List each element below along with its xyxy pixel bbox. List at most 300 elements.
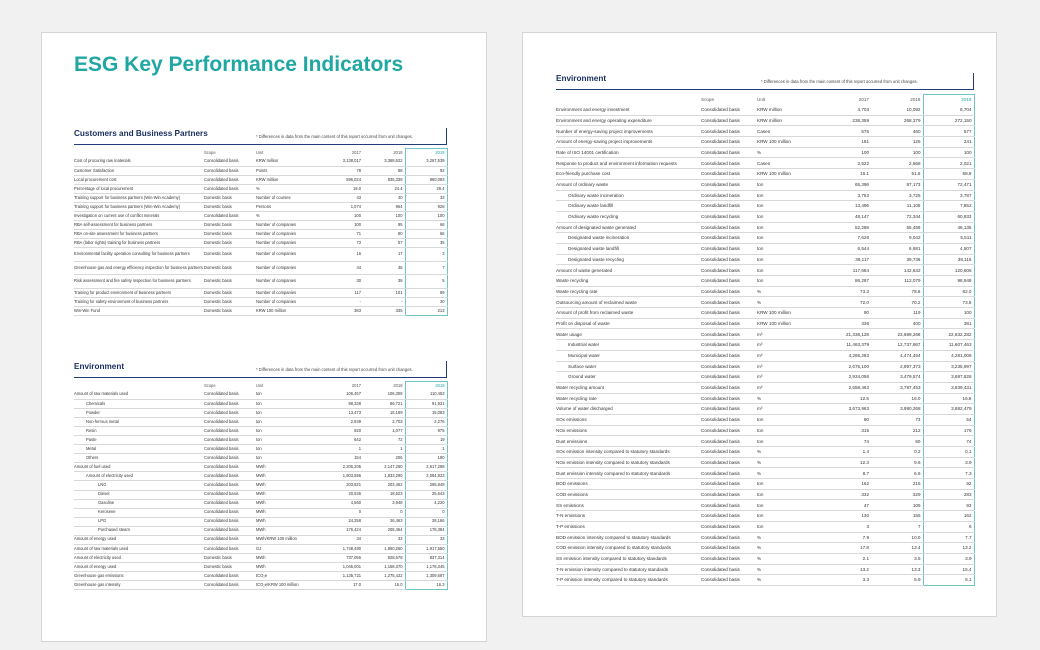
row-unit: % xyxy=(757,457,815,468)
value-2017: 47 xyxy=(815,500,871,511)
table-row xyxy=(556,521,974,532)
value-2019: 3 xyxy=(405,248,447,262)
page-title: ESG Key Performance Indicators xyxy=(74,53,404,76)
value-2019: 4,507 xyxy=(923,243,974,254)
row-unit: ton xyxy=(757,511,815,522)
row-unit: % xyxy=(757,543,815,554)
row-unit: KRW 100 million xyxy=(757,318,815,329)
customers-section xyxy=(74,125,447,316)
value-2017: 1,074 xyxy=(316,203,363,212)
value-2018: 215 xyxy=(871,479,923,490)
value-2019: 272,150 xyxy=(923,115,974,126)
value-2017: 1,045,001 xyxy=(316,562,363,571)
value-2018: 205,464 xyxy=(363,526,405,535)
value-2018: 15,189 xyxy=(363,409,405,418)
row-unit: % xyxy=(757,564,815,575)
row-scope: Consolidated basis xyxy=(701,564,757,575)
row-label: SOx emissions xyxy=(556,414,701,425)
value-2018: 203,462 xyxy=(363,481,405,490)
value-2017: 336 xyxy=(815,318,871,329)
row-label: BOD emission intensity compared to statutory standards xyxy=(556,532,701,543)
value-2017: 88,338 xyxy=(316,400,363,409)
row-unit: % xyxy=(757,286,815,297)
row-label: T-P emission intensity compared to statutory standards xyxy=(556,575,701,586)
row-unit: MWh xyxy=(256,517,316,526)
row-scope: Consolidated basis xyxy=(204,517,256,526)
value-2018: 2,147,250 xyxy=(363,463,405,472)
header-cell-blank xyxy=(74,382,204,391)
row-scope: Consolidated basis xyxy=(701,329,757,340)
row-unit: % xyxy=(757,393,815,404)
value-2017: 7.9 xyxy=(815,532,871,543)
row-label: NOx emissions xyxy=(556,425,701,436)
customers-note: * Differences in data from the main content of this report occurred from unit changes. xyxy=(256,134,413,139)
row-label: Customer Satisfaction xyxy=(74,167,204,176)
row-label: Training support for business partners (Win-Win Academy) xyxy=(74,203,204,212)
row-label: Waste recycling rate xyxy=(556,286,701,297)
value-2018: 38 xyxy=(363,275,405,289)
table-row xyxy=(556,233,974,244)
row-label: Kerosene xyxy=(74,508,204,517)
row-scope: Consolidated basis xyxy=(701,158,757,169)
value-2018: 40 xyxy=(363,194,405,203)
table-row xyxy=(556,564,974,575)
header-2018: 2018 xyxy=(393,149,403,155)
value-2018: 329 xyxy=(871,489,923,500)
value-2018: 80 xyxy=(363,230,405,239)
row-label: Ordinary waste landfill xyxy=(556,201,701,212)
row-label: Amount of fuel used xyxy=(74,463,204,472)
row-unit: Number of companies xyxy=(256,248,316,262)
value-2017: 0 xyxy=(316,508,363,517)
table-row xyxy=(74,221,447,230)
value-2017: 117,684 xyxy=(815,265,871,276)
row-unit: % xyxy=(757,532,815,543)
row-label: Profit on disposal of waste xyxy=(556,318,701,329)
row-label: Water recycling rate xyxy=(556,393,701,404)
row-unit: MWh xyxy=(256,499,316,508)
value-2018: 206 xyxy=(363,454,405,463)
value-2017: 1.4 xyxy=(815,447,871,458)
table-row xyxy=(556,372,974,383)
value-2018: 1,860,260 xyxy=(363,544,405,553)
table-row xyxy=(74,185,447,194)
value-2017: 74 xyxy=(815,436,871,447)
row-label: Response to product and environment information requests xyxy=(556,158,701,169)
row-label: LPG xyxy=(74,517,204,526)
value-2018: 100 xyxy=(871,147,923,158)
row-scope: Domestic basis xyxy=(204,288,256,297)
value-2018: 70.2 xyxy=(871,297,923,308)
row-unit: ton xyxy=(757,254,815,265)
row-scope: Consolidated basis xyxy=(701,500,757,511)
row-scope: Consolidated basis xyxy=(204,454,256,463)
row-scope: Domestic basis xyxy=(204,562,256,571)
value-2019: 66 xyxy=(405,230,447,239)
row-label: Greenhouse gas intensity xyxy=(74,580,204,589)
table-row xyxy=(74,176,447,185)
row-unit: % xyxy=(757,147,815,158)
row-scope: Consolidated basis xyxy=(701,532,757,543)
environment-section-right xyxy=(556,70,974,586)
environment-section-header xyxy=(556,70,974,90)
value-2018: 95 xyxy=(363,221,405,230)
row-scope: Consolidated basis xyxy=(204,212,256,221)
value-2018: 3,479,574 xyxy=(871,372,923,383)
row-label: Outsourcing amount of reclaimed waste xyxy=(556,297,701,308)
value-2019: 60,833 xyxy=(923,211,974,222)
row-unit: MWh xyxy=(256,562,316,571)
row-scope: Consolidated basis xyxy=(204,472,256,481)
row-label: Resin xyxy=(74,427,204,436)
row-label: Amount of waste generated xyxy=(556,265,701,276)
row-scope: Consolidated basis xyxy=(701,222,757,233)
value-2017: 34 xyxy=(316,535,363,544)
row-scope: Consolidated basis xyxy=(701,318,757,329)
row-label: Investigation on current use of conflict minerals xyxy=(74,212,204,221)
row-scope: Consolidated basis xyxy=(701,382,757,393)
row-scope: Domestic basis xyxy=(204,194,256,203)
table-row xyxy=(74,580,447,589)
header-scope: Scope xyxy=(204,382,216,388)
value-2019: 3,839,431 xyxy=(923,382,974,393)
value-2017: 3 xyxy=(815,521,871,532)
header-2019: 2019 xyxy=(405,382,447,391)
value-2018: 119 xyxy=(871,308,923,319)
table-header-row xyxy=(74,382,447,391)
row-label: Chemicals xyxy=(74,400,204,409)
environment-note: * Differences in data from the main content of this report occurred from unit changes. xyxy=(761,79,918,84)
value-2019: 837,314 xyxy=(405,553,447,562)
value-2018: 72,344 xyxy=(871,211,923,222)
row-unit: KRW million xyxy=(256,158,316,167)
row-scope: Consolidated basis xyxy=(204,571,256,580)
row-unit: MWh xyxy=(256,490,316,499)
row-scope: Consolidated basis xyxy=(701,137,757,148)
section-rule xyxy=(74,144,447,145)
value-2018: 2,668 xyxy=(871,158,923,169)
row-unit: ton xyxy=(757,179,815,190)
row-scope: Consolidated basis xyxy=(204,391,256,400)
row-label: Environment and energy operating expenditure xyxy=(556,115,701,126)
value-2018: 268,379 xyxy=(871,115,923,126)
row-unit: ton xyxy=(757,425,815,436)
row-unit: ton xyxy=(757,414,815,425)
row-scope: Consolidated basis xyxy=(701,468,757,479)
row-scope: Consolidated basis xyxy=(204,481,256,490)
header-unit: Unit xyxy=(256,149,264,155)
row-label: Paste xyxy=(74,436,204,445)
row-label: Diesel xyxy=(74,490,204,499)
table-row xyxy=(556,190,974,201)
row-unit: KRW million xyxy=(256,176,316,185)
row-unit: m³ xyxy=(757,404,815,415)
row-scope: Consolidated basis xyxy=(701,350,757,361)
row-unit: m³ xyxy=(757,329,815,340)
row-scope: Domestic basis xyxy=(204,298,256,307)
value-2019: 4,220 xyxy=(405,499,447,508)
table-row xyxy=(556,447,974,458)
row-unit: ton xyxy=(256,391,316,400)
table-row xyxy=(556,436,974,447)
row-label: Amount of energy used xyxy=(74,562,204,571)
value-2018: 17 xyxy=(363,248,405,262)
row-unit: tCO₂e/KRW 100 million xyxy=(256,580,316,589)
table-row xyxy=(556,350,974,361)
value-2017: 920 xyxy=(316,427,363,436)
table-row xyxy=(74,230,447,239)
value-2018: 1,077 xyxy=(363,427,405,436)
table-row xyxy=(74,508,447,517)
environment-section-header xyxy=(74,358,447,378)
value-2019: 3,235,997 xyxy=(923,361,974,372)
row-scope: Consolidated basis xyxy=(204,580,256,589)
table-row xyxy=(556,553,974,564)
row-scope: Consolidated basis xyxy=(701,179,757,190)
value-2019: 28,166 xyxy=(405,517,447,526)
value-2019: 98,949 xyxy=(923,276,974,287)
value-2018: 3,368,622 xyxy=(363,158,405,167)
header-cell-blank xyxy=(74,149,204,158)
value-2018: 12,737,867 xyxy=(871,340,923,351)
table-row xyxy=(74,535,447,544)
row-scope: Consolidated basis xyxy=(204,167,256,176)
row-unit: KRW 100 million xyxy=(757,137,815,148)
row-label: Amount of electricity used xyxy=(74,553,204,562)
row-unit: ton xyxy=(757,489,815,500)
row-scope: Consolidated basis xyxy=(701,414,757,425)
table-row xyxy=(74,248,447,262)
row-label: RBA self-assessment for business partners xyxy=(74,221,204,230)
value-2017: 12.3 xyxy=(815,457,871,468)
value-2019: 22,832,282 xyxy=(923,329,974,340)
value-2017: 90 xyxy=(815,308,871,319)
row-unit: Points xyxy=(256,167,316,176)
value-2018: 6,681 xyxy=(871,243,923,254)
value-2019: 6.1 xyxy=(923,575,974,586)
row-unit: ton xyxy=(256,409,316,418)
value-2018: 112,079 xyxy=(871,276,923,287)
value-2018: 87,173 xyxy=(871,179,923,190)
row-scope: Consolidated basis xyxy=(204,508,256,517)
row-scope: Consolidated basis xyxy=(204,158,256,167)
row-scope: Consolidated basis xyxy=(204,418,256,427)
value-2017: 2.1 xyxy=(815,553,871,564)
row-label: Eco-friendly purchase cost xyxy=(556,169,701,180)
table-row xyxy=(74,499,447,508)
table-row xyxy=(74,481,447,490)
row-scope: Consolidated basis xyxy=(701,276,757,287)
value-2017: - xyxy=(316,298,363,307)
environment-note: * Differences in data from the main content of this report occurred from unit changes. xyxy=(256,367,413,372)
value-2018: 460 xyxy=(871,126,923,137)
value-2019: 2,084,823 xyxy=(405,472,447,481)
value-2019: 110,453 xyxy=(405,391,447,400)
value-2017: 72.0 xyxy=(815,297,871,308)
environment-section-title: Environment xyxy=(556,74,607,83)
value-2019: 33 xyxy=(405,194,447,203)
value-2019: 7.3 xyxy=(923,468,974,479)
row-label: Others xyxy=(74,454,204,463)
row-label: Surface water xyxy=(556,361,701,372)
section-rule xyxy=(74,377,447,378)
value-2019: 33 xyxy=(405,535,447,544)
row-scope: Consolidated basis xyxy=(204,400,256,409)
value-2018: 828,678 xyxy=(363,553,405,562)
row-unit: ton xyxy=(757,521,815,532)
table-row xyxy=(74,454,447,463)
row-label: Gasoline xyxy=(74,499,204,508)
row-label: BOD emissions xyxy=(556,479,701,490)
value-2019: 30 xyxy=(405,298,447,307)
row-label: Percentage of local procurement xyxy=(74,185,204,194)
value-2018: 2,703 xyxy=(363,418,405,427)
row-label: SS emissions xyxy=(556,500,701,511)
row-label: Local procurement cost xyxy=(74,176,204,185)
value-2019: 13.2 xyxy=(923,543,974,554)
row-scope: Consolidated basis xyxy=(701,479,757,490)
value-2018: 0 xyxy=(363,508,405,517)
value-2018: 155 xyxy=(871,511,923,522)
value-2018: 142,632 xyxy=(871,265,923,276)
value-2017: 65,396 xyxy=(815,179,871,190)
row-unit: MWh xyxy=(256,553,316,562)
table-row xyxy=(556,276,974,287)
value-2017: 17.0 xyxy=(316,580,363,589)
value-2019: 295,848 xyxy=(405,481,447,490)
value-2017: 154 xyxy=(316,454,363,463)
row-unit: % xyxy=(757,553,815,564)
value-2019: 92 xyxy=(405,167,447,176)
value-2017: 78 xyxy=(316,167,363,176)
row-scope: Consolidated basis xyxy=(701,372,757,383)
section-rule-tick xyxy=(446,128,447,145)
value-2018: 86,721 xyxy=(363,400,405,409)
table-row xyxy=(74,400,447,409)
value-2019: 2,276 xyxy=(405,418,447,427)
value-2019: 73.8 xyxy=(923,297,974,308)
value-2018: 3,990,268 xyxy=(871,404,923,415)
value-2017: 1 xyxy=(316,445,363,454)
row-scope: Consolidated basis xyxy=(701,543,757,554)
value-2018: 18,623 xyxy=(363,490,405,499)
table-row xyxy=(556,425,974,436)
value-2017: 16.1 xyxy=(815,169,871,180)
value-2019: 3,787 xyxy=(923,190,974,201)
value-2017: 73 xyxy=(316,239,363,248)
table-row xyxy=(74,571,447,580)
row-unit: MWh/KRW 100 million xyxy=(256,535,316,544)
row-scope: Consolidated basis xyxy=(204,499,256,508)
table-row xyxy=(556,286,974,297)
row-label: Waste recycling xyxy=(556,276,701,287)
row-unit: % xyxy=(256,185,316,194)
row-unit: ton xyxy=(256,445,316,454)
row-scope: Consolidated basis xyxy=(204,409,256,418)
row-unit: Number of companies xyxy=(256,298,316,307)
value-2018: 6.6 xyxy=(871,468,923,479)
value-2018: 23,689,268 xyxy=(871,329,923,340)
table-row xyxy=(556,105,974,116)
row-scope: Consolidated basis xyxy=(701,126,757,137)
row-scope: Consolidated basis xyxy=(701,233,757,244)
table-row xyxy=(74,526,447,535)
value-2019: 2,021 xyxy=(923,158,974,169)
value-2017: 4,560 xyxy=(316,499,363,508)
value-2017: 3.3 xyxy=(815,575,871,586)
row-scope: Consolidated basis xyxy=(701,393,757,404)
value-2019: 91,931 xyxy=(405,400,447,409)
value-2018: 55,459 xyxy=(871,222,923,233)
value-2018: 11,105 xyxy=(871,201,923,212)
row-unit: ton xyxy=(757,190,815,201)
row-scope: Consolidated basis xyxy=(701,115,757,126)
header-scope: Scope xyxy=(701,96,715,102)
value-2019: 1,178,345 xyxy=(405,562,447,571)
value-2019: 283 xyxy=(923,489,974,500)
row-unit: m³ xyxy=(757,382,815,393)
table-row xyxy=(556,361,974,372)
row-label: Environmental facility operation consulting for business partners xyxy=(74,248,204,262)
value-2019: 1,309,687 xyxy=(405,571,447,580)
row-scope: Consolidated basis xyxy=(701,169,757,180)
value-2017: 2,934,056 xyxy=(815,372,871,383)
row-unit: ton xyxy=(757,201,815,212)
value-2018: 101 xyxy=(363,288,405,297)
row-label: Amount of energy used xyxy=(74,535,204,544)
value-2019: 89 xyxy=(405,288,447,297)
row-scope: Consolidated basis xyxy=(701,425,757,436)
value-2017: 1,748,480 xyxy=(316,544,363,553)
value-2017: 3,753 xyxy=(815,190,871,201)
row-unit: ton xyxy=(757,276,815,287)
value-2017: 2,658,463 xyxy=(815,382,871,393)
value-2017: 3,673,963 xyxy=(815,404,871,415)
row-label: Dust emissions xyxy=(556,436,701,447)
row-label: Amount of energy-saving project improvements xyxy=(556,137,701,148)
row-label: Training support for business partners (Win-Win Academy) xyxy=(74,194,204,203)
row-scope: Consolidated basis xyxy=(204,185,256,194)
value-2017: 100 xyxy=(316,212,363,221)
value-2019: 381 xyxy=(923,318,974,329)
value-2017: 181 xyxy=(815,137,871,148)
row-scope: Consolidated basis xyxy=(701,553,757,564)
row-unit: Cases xyxy=(757,158,815,169)
row-scope: Consolidated basis xyxy=(701,511,757,522)
row-scope: Consolidated basis xyxy=(701,404,757,415)
value-2019: 960,093 xyxy=(405,176,447,185)
value-2017: 1,803,556 xyxy=(316,472,363,481)
value-2019: 928 xyxy=(405,203,447,212)
value-2018: 3,725 xyxy=(871,190,923,201)
value-2019: 120,606 xyxy=(923,265,974,276)
row-scope: Domestic basis xyxy=(204,275,256,289)
row-unit: KRW 100 million xyxy=(757,308,815,319)
row-label: Number of energy-saving project improvements xyxy=(556,126,701,137)
value-2019: 15.4 xyxy=(923,564,974,575)
row-label: Water recycling amount xyxy=(556,382,701,393)
row-label: Cost of procuring raw materials xyxy=(74,158,204,167)
value-2018: 16.0 xyxy=(871,393,923,404)
value-2017: 73.3 xyxy=(815,286,871,297)
row-label: Amount of ordinary waste xyxy=(556,179,701,190)
row-label: Ordinary waste recycling xyxy=(556,211,701,222)
value-2017: 11,463,379 xyxy=(815,340,871,351)
table-row xyxy=(556,211,974,222)
value-2017: 8.7 xyxy=(815,468,871,479)
row-label: Environment and energy investment xyxy=(556,105,701,116)
row-label: Metal xyxy=(74,445,204,454)
